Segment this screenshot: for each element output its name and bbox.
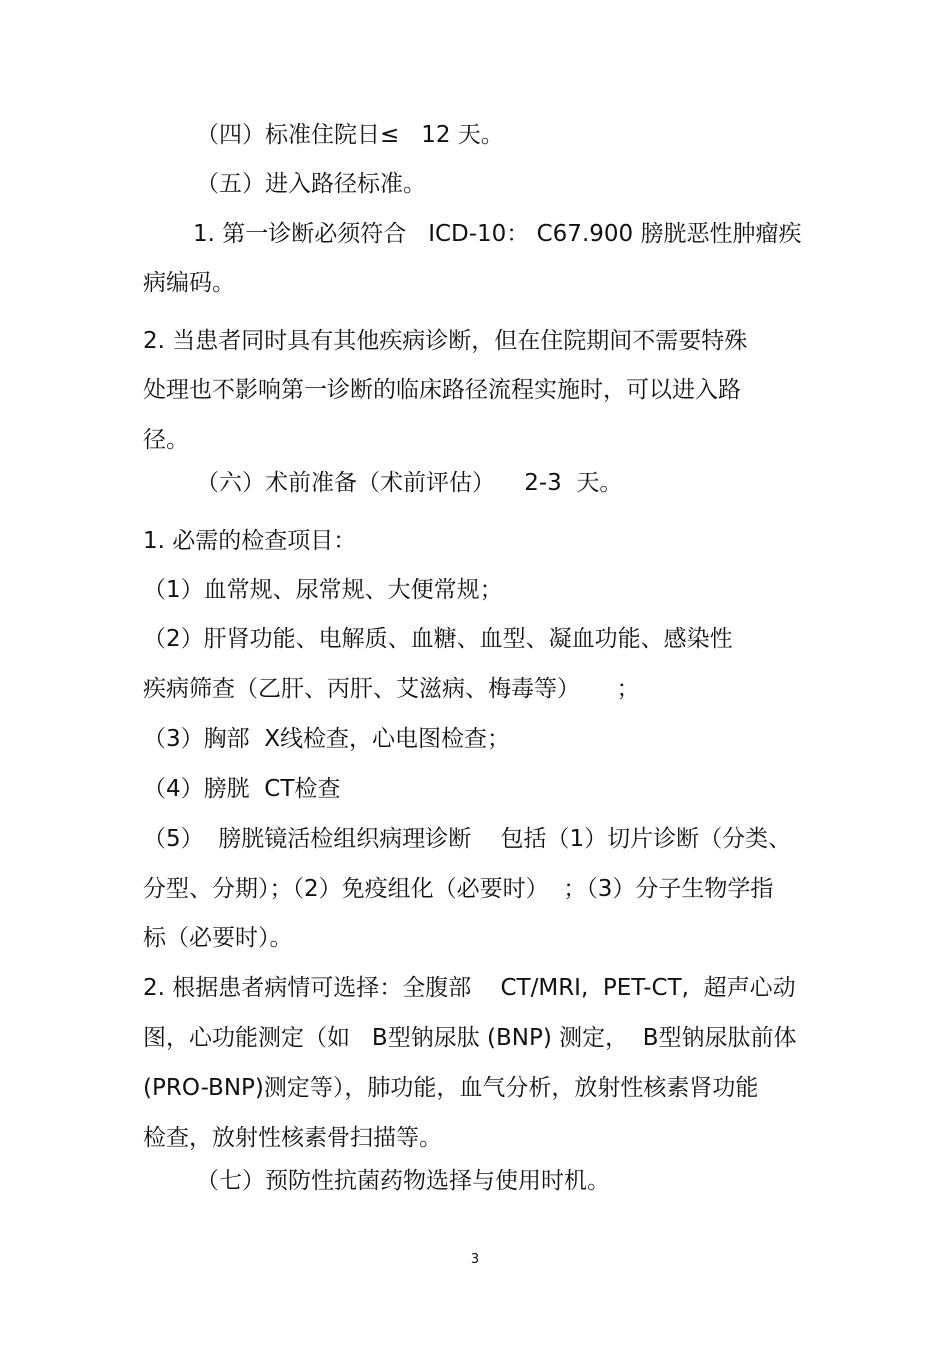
text-line-10: （1）血常规、尿常规、大便常规； <box>143 577 503 603</box>
text-line-7: 径。 <box>143 427 189 453</box>
text-line-9: 1. 必需的检查项目： <box>143 528 357 554</box>
text-line-4: 病编码。 <box>143 270 235 296</box>
text-line-21: 检查，放射性核素骨扫描等。 <box>143 1125 442 1151</box>
text-line-14: （4）膀胱 CT检查 <box>143 776 341 802</box>
text-line-11: （2）肝肾功能、电解质、血糖、血型、凝血功能、感染性 <box>143 626 733 652</box>
text-line-6: 处理也不影响第一诊断的临床路径流程实施时，可以进入路 <box>143 377 741 403</box>
text-line-1: （四）标准住院日≤ 12 天。 <box>196 122 504 148</box>
text-line-15: （5） 膀胱镜活检组织病理诊断 包括（1）切片诊断（分类、 <box>143 826 792 852</box>
text-line-18: 2. 根据患者病情可选择：全腹部 CT/MRI, PET-CT, 超声心动 <box>143 975 796 1001</box>
page-number: 3 <box>470 1252 480 1267</box>
text-line-3: 1. 第一诊断必须符合 ICD-10： C67.900 膀胱恶性肿瘤疾 <box>193 221 802 247</box>
text-line-5: 2. 当患者同时具有其他疾病诊断，但在住院期间不需要特殊 <box>143 328 748 354</box>
text-line-13: （3）胸部 X线检查，心电图检查； <box>143 726 511 752</box>
text-line-2: （五）进入路径标准。 <box>196 171 426 197</box>
text-line-12: 疾病筛查（乙肝、丙肝、艾滋病、梅毒等） ； <box>143 676 640 702</box>
text-line-20: (PRO-BNP)测定等），肺功能，血气分析，放射性核素肾功能 <box>143 1075 759 1101</box>
text-line-17: 标（必要时）。 <box>143 925 293 951</box>
text-line-22: （七）预防性抗菌药物选择与使用时机。 <box>196 1168 610 1194</box>
text-line-19: 图，心功能测定（如 B型钠尿肽 (BNP) 测定， B型钠尿肽前体 <box>143 1025 797 1051</box>
text-line-8: （六）术前准备（术前评估） 2-3 天。 <box>196 470 623 496</box>
text-line-16: 分型、分期）；（2）免疫组化（必要时） ；（3）分子生物学指 <box>143 876 774 902</box>
